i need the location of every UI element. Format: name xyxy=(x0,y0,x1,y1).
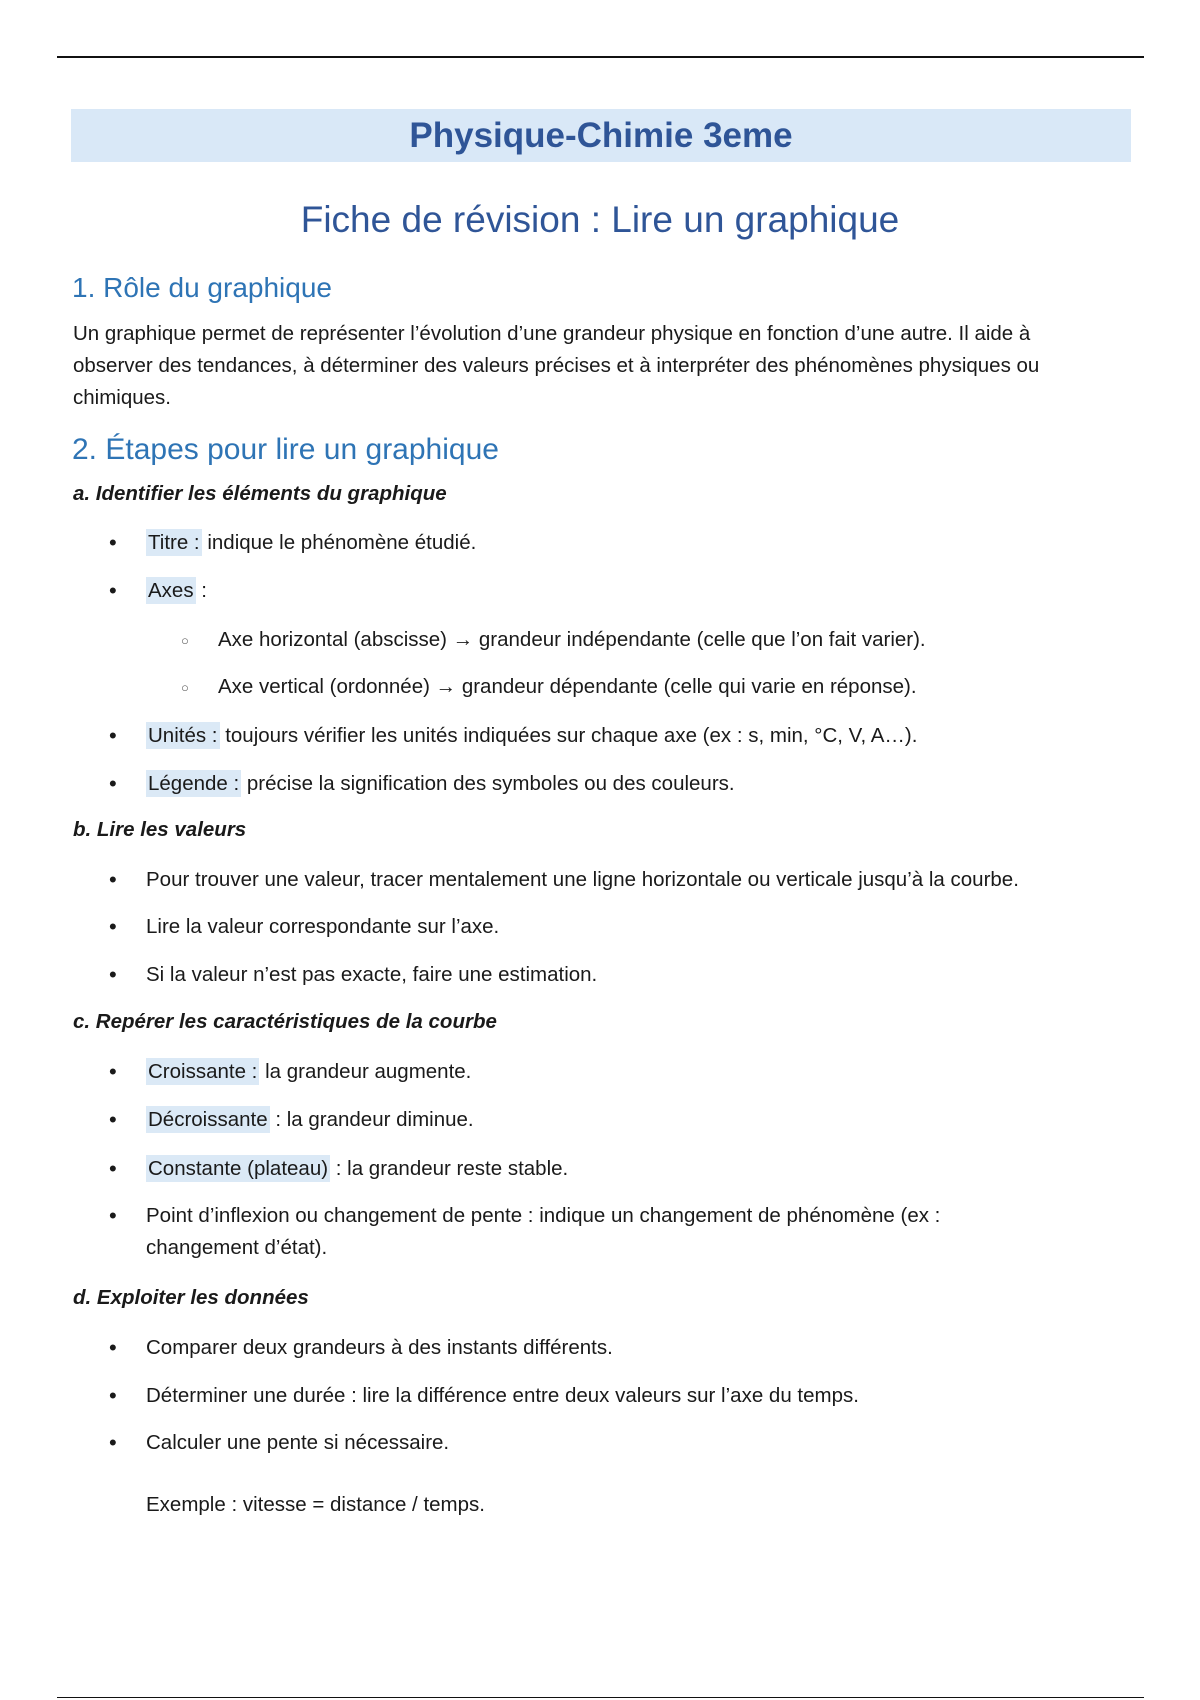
list-item-croissante xyxy=(146,1056,471,1088)
list-item-decroissante xyxy=(146,1104,474,1136)
page-title: Physique-Chimie 3eme xyxy=(409,115,793,155)
example-text: Exemple : vitesse = distance / temps. xyxy=(146,1493,485,1516)
highlighted-term: Unités : xyxy=(148,724,218,747)
highlighted-term: Croissante : xyxy=(148,1060,258,1083)
item-text-line: changement d’état). xyxy=(146,1236,328,1259)
item-text: la grandeur augmente. xyxy=(259,1060,472,1083)
subsection-c-heading: c. Repérer les caractéristiques de la courbe xyxy=(73,1010,497,1033)
section-2-heading: 2. Étapes pour lire un graphique xyxy=(72,433,499,466)
paragraph-line: observer des tendances, à déterminer des valeurs précises et à interpréter des phénomènes physiques ou xyxy=(73,354,1040,377)
highlighted-term: Constante (plateau) xyxy=(148,1157,329,1180)
item-text: : la grandeur diminue. xyxy=(269,1108,474,1131)
subsection-a-heading: a. Identifier les éléments du graphique xyxy=(73,482,447,505)
item-text: indique le phénomène étudié. xyxy=(201,531,477,554)
title-banner xyxy=(71,109,1131,162)
sub-list-item-axe-horizontal: ○ Axe horizontal (abscisse) → grandeur indépendante (celle que l’on fait varier). xyxy=(218,624,926,656)
list-item: • Pour trouver une valeur, tracer mentalement une ligne horizontale ou verticale jusqu’à la courbe. xyxy=(146,864,1019,896)
section-1-heading: 1. Rôle du graphique xyxy=(72,272,332,303)
list-item-titre xyxy=(146,527,476,559)
list-item: • Calculer une pente si nécessaire. xyxy=(146,1427,449,1459)
highlighted-term: Légende : xyxy=(148,772,240,795)
subsection-b-heading: b. Lire les valeurs xyxy=(73,818,247,841)
item-text: précise la signification des symboles ou des couleurs. xyxy=(241,772,735,795)
item-text: toujours vérifier les unités indiquées sur chaque axe (ex : s, min, °C, V, A…). xyxy=(219,724,918,747)
list-item-unites xyxy=(146,720,917,752)
highlighted-term: Axes xyxy=(148,579,194,602)
list-item-axes xyxy=(146,575,207,607)
paragraph-line: Un graphique permet de représenter l’évolution d’une grandeur physique en fonction d’une autre. Il aide à xyxy=(73,322,1031,345)
paragraph-line: chimiques. xyxy=(73,386,171,409)
sub-list-item-axe-vertical: ○ Axe vertical (ordonnée) → grandeur dépendante (celle qui varie en réponse). xyxy=(218,671,917,703)
item-text-line: Point d’inflexion ou changement de pente : indique un changement de phénomène (ex : xyxy=(146,1204,941,1227)
item-text: : xyxy=(195,579,207,602)
list-item: • Lire la valeur correspondante sur l’axe. xyxy=(146,911,499,943)
list-item: • Comparer deux grandeurs à des instants différents. xyxy=(146,1332,613,1364)
bottom-rule xyxy=(57,1697,1144,1698)
list-item: • Déterminer une durée : lire la différence entre deux valeurs sur l’axe du temps. xyxy=(146,1380,859,1412)
section-1-paragraph xyxy=(73,318,1133,414)
item-text: : la grandeur reste stable. xyxy=(330,1157,569,1180)
list-item-inflexion xyxy=(146,1200,940,1264)
highlighted-term: Décroissante xyxy=(148,1108,268,1131)
highlighted-term: Titre : xyxy=(148,531,200,554)
list-item-legende xyxy=(146,768,735,800)
list-item-constante xyxy=(146,1153,568,1185)
document-subtitle: Fiche de révision : Lire un graphique xyxy=(300,199,900,240)
list-item: • Si la valeur n’est pas exacte, faire une estimation. xyxy=(146,959,597,991)
subsection-d-heading: d. Exploiter les données xyxy=(73,1286,309,1309)
top-rule xyxy=(57,56,1144,58)
